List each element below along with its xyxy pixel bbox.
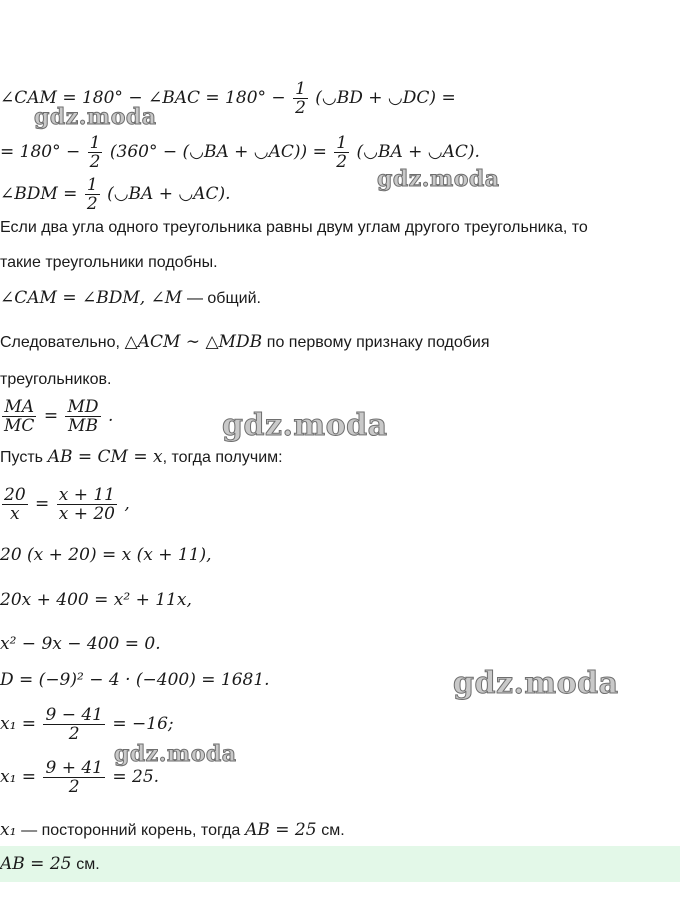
root-value: = −16;: [112, 714, 174, 734]
fraction-denominator: MB: [68, 416, 98, 436]
fraction-denominator: 2: [336, 152, 348, 172]
fraction: [65, 398, 100, 435]
unit-text: см.: [321, 822, 345, 839]
ratio-equation: [0, 398, 113, 435]
watermark-logo: gdz.moda: [114, 741, 237, 767]
math-expression: AB = CM = x: [47, 447, 163, 467]
fraction-numerator: 1: [295, 79, 306, 99]
equation-quadratic: x² − 9x − 400 = 0.: [0, 634, 161, 654]
math-expression: △ACM ∼ △MDB: [124, 332, 263, 352]
fraction-numerator: 1: [89, 133, 101, 153]
fraction: [334, 134, 349, 171]
math-expression: AB = 25: [245, 820, 317, 840]
text-fragment: — посторонний корень, тогда: [21, 822, 241, 839]
answer-box: [0, 846, 680, 882]
fraction-denominator: 2: [89, 152, 101, 172]
text-fragment: Следовательно,: [0, 334, 120, 351]
equation-angle-bdm: [0, 176, 231, 213]
conclusion-line-cont: треугольников.: [0, 371, 112, 388]
fraction-denominator: MC: [4, 416, 35, 436]
equation-proportion: [0, 486, 130, 523]
fraction: [293, 80, 308, 117]
text-fragment: , тогда получим:: [162, 449, 283, 466]
equation-quadratic-form: 20x + 400 = x² + 11x,: [0, 590, 192, 610]
equation-root-1: [0, 706, 174, 743]
fraction-numerator: 1: [86, 175, 98, 195]
text-fragment: — общий.: [186, 290, 261, 307]
fraction: [43, 759, 105, 796]
equation-part: (◡BA + ◡AC).: [356, 142, 480, 162]
math-expression: ∠CAM = ∠BDM, ∠M: [0, 288, 183, 308]
equation-part: = 180° −: [0, 142, 81, 162]
equation-expanded: 20 (x + 20) = x (x + 11),: [0, 545, 212, 565]
fraction-numerator: 9 + 41: [45, 758, 103, 778]
extraneous-root-line: [0, 820, 345, 841]
equation-part: (360° − (◡BA + ◡AC)) =: [109, 142, 327, 162]
watermark-logo: gdz.moda: [34, 104, 157, 130]
fraction-numerator: x + 11: [58, 485, 115, 505]
math-expression: x₁: [0, 820, 17, 840]
text-fragment: по первому признаку подобия: [266, 334, 490, 351]
fraction-denominator: 2: [86, 194, 98, 214]
fraction: [88, 134, 103, 171]
fraction-denominator: 2: [68, 777, 80, 797]
fraction-numerator: 9 − 41: [45, 705, 103, 725]
fraction-numerator: MD: [67, 397, 99, 417]
equals-sign: =: [43, 406, 59, 426]
equals-sign: =: [35, 494, 50, 514]
fraction-denominator: x: [10, 504, 20, 524]
equation-part: ∠BDM =: [0, 184, 78, 204]
watermark-logo: gdz.moda: [222, 408, 388, 443]
fraction: [2, 486, 28, 523]
equation-part: ∠CAM = 180° − ∠BAC = 180° −: [0, 88, 286, 108]
fraction: [2, 398, 36, 435]
equation-part: (◡BA + ◡AC).: [107, 184, 231, 204]
fraction-denominator: x + 20: [58, 504, 115, 524]
paragraph-similarity-rule: Если два угла одного треугольника равны двум углам другого треугольника, то: [0, 219, 588, 236]
watermark-logo: gdz.moda: [453, 666, 619, 701]
paragraph-similarity-rule-cont: такие треугольники подобны.: [0, 254, 218, 271]
let-statement: [0, 447, 283, 468]
fraction: [43, 706, 105, 743]
root-value: = 25.: [112, 767, 160, 787]
fraction-numerator: 20: [4, 485, 26, 505]
angles-equal-line: [0, 288, 261, 309]
fraction: [85, 176, 100, 213]
watermark-logo: gdz.moda: [377, 166, 500, 192]
punctuation: ,: [124, 494, 130, 514]
fraction-numerator: 1: [336, 133, 348, 153]
answer-line: [0, 854, 100, 875]
equation-discriminant: D = (−9)² − 4 · (−400) = 1681.: [0, 670, 270, 690]
root-label: x₁ =: [0, 714, 37, 734]
fraction: [57, 486, 117, 523]
answer-math: AB = 25: [0, 854, 72, 874]
fraction-denominator: 2: [295, 98, 306, 118]
fraction-denominator: 2: [68, 724, 80, 744]
text-fragment: Пусть: [0, 449, 43, 466]
fraction-numerator: MA: [2, 398, 36, 417]
conclusion-line: [0, 332, 490, 353]
punctuation: .: [107, 406, 114, 426]
answer-unit: см.: [76, 856, 100, 873]
root-label: x₁ =: [0, 767, 37, 787]
equation-part: (◡BD + ◡DC) =: [315, 88, 456, 108]
